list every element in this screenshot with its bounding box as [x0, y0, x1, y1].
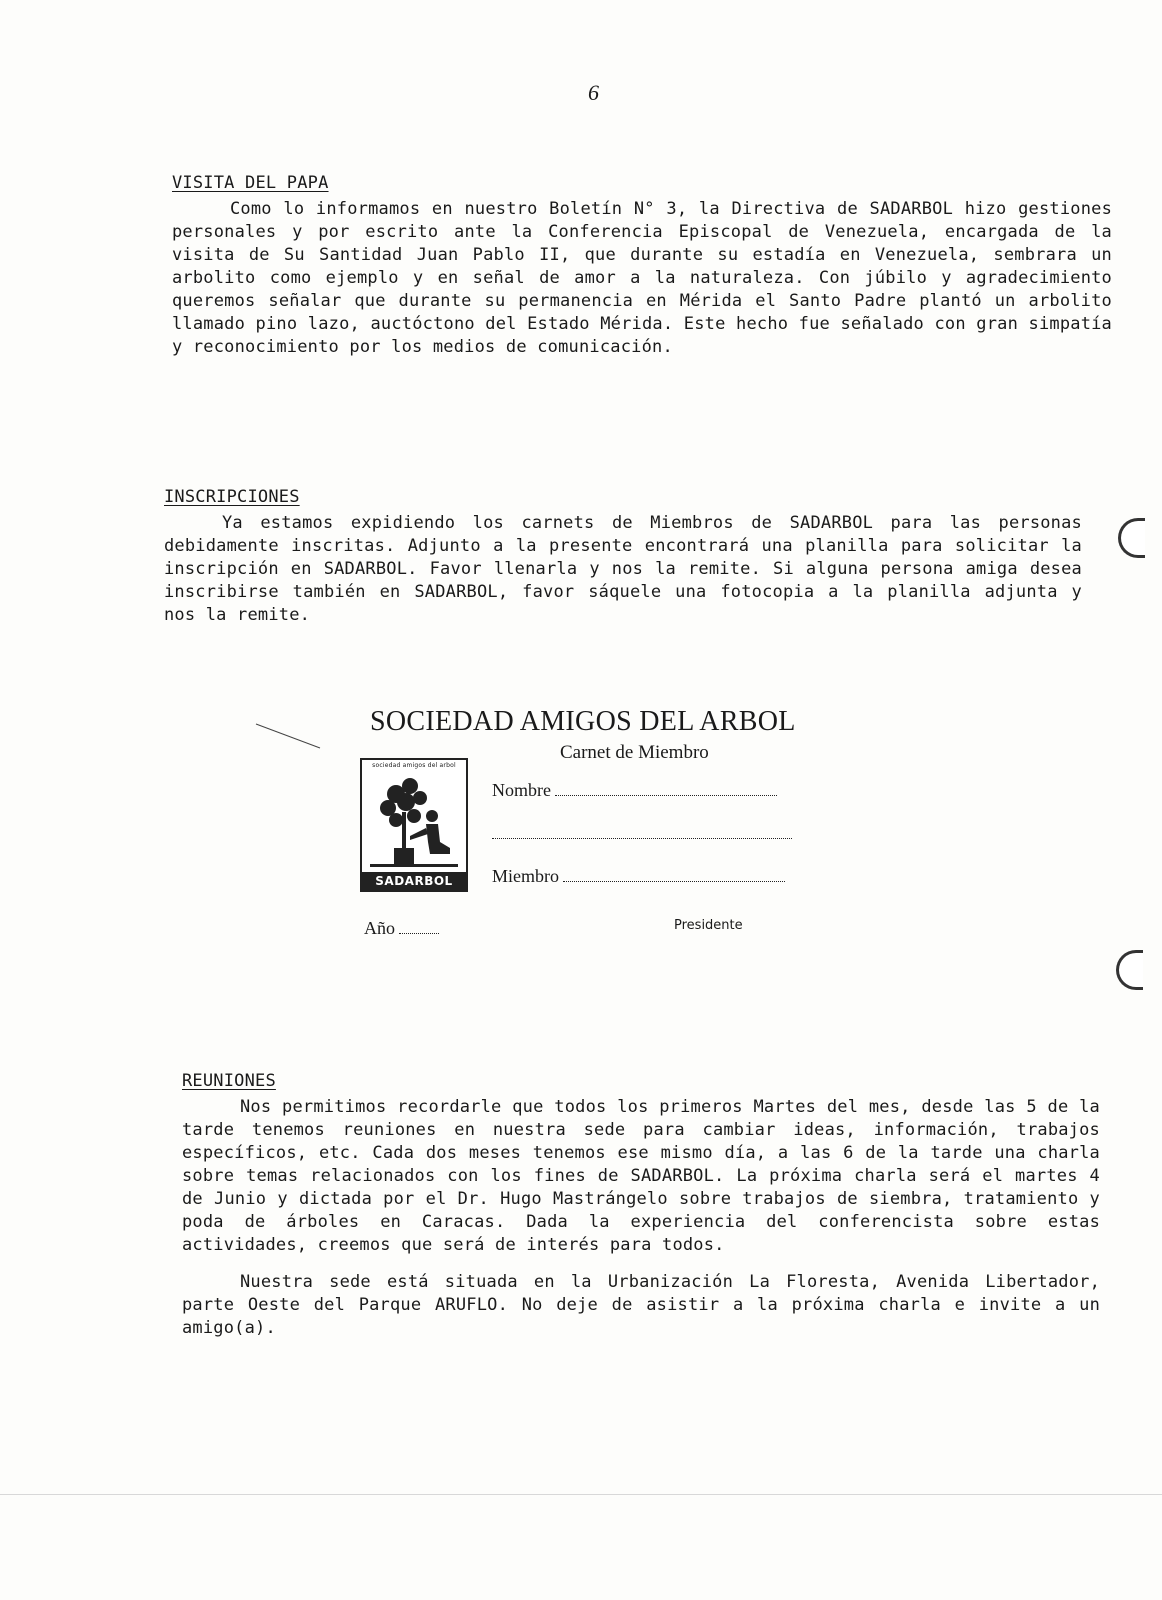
logo-word: SADARBOL: [362, 872, 466, 890]
section-paragraph: Nos permitimos recordarle que todos los primeros Martes del mes, desde las 5 de la tarde tenemos reuniones en nuestra sede para cambiar ideas, información, trabajos específicos, etc. Cada dos meses tenemos ese mismo día, a las 6 de la tarde una charla sobre temas relacionados con los fines de SADARBOL. La próxima charla será el martes 4 de Junio y dictada por el Dr. Hugo Mastrángelo sobre trabajos de siembra, tratamiento y poda de árboles en Caracas. Dada la experiencia del conferencista sobre estas actividades, creemos que será de interés para todos.: [182, 1097, 1100, 1255]
page-edge-rule: [0, 1494, 1162, 1495]
punch-hole: [1118, 518, 1145, 558]
presidente-label: Presidente: [674, 918, 743, 933]
section-reuniones: [182, 1070, 1100, 1340]
section-paragraph: Nuestra sede está situada en la Urbanización La Floresta, Avenida Libertador, parte Oeste del Parque ARUFLO. No deje de asistir a la próxima charla e invite a un amigo(a).: [182, 1272, 1100, 1338]
miembro-field: [492, 866, 785, 887]
ano-label: Año: [364, 918, 395, 938]
punch-hole: [1116, 950, 1143, 990]
section-heading: REUNIONES: [182, 1071, 276, 1091]
section-heading: VISITA DEL PAPA: [172, 173, 329, 193]
card-subtitle: Carnet de Miembro: [560, 742, 709, 763]
blank-line: [492, 838, 792, 839]
pointer-mark: [254, 722, 324, 752]
section-inscripciones: [164, 486, 1082, 627]
sadarbol-logo: [360, 758, 468, 892]
section-paragraph: Ya estamos expidiendo los carnets de Miembros de SADARBOL para las personas debidamente inscritas. Adjunto a la presente encontrará una planilla para solicitar la inscripción en SADARBOL. Favor llenarla y nos la remite. Si alguna persona amiga desea inscribirse también en SADARBOL, favor sáquele una fotocopia a la planilla adjunta y nos la remite.: [164, 513, 1082, 625]
nombre-field: [492, 780, 777, 801]
membership-card: [360, 702, 820, 962]
ano-line: [399, 933, 439, 934]
ano-field: [364, 918, 439, 939]
nombre-label: Nombre: [492, 780, 551, 800]
nombre-line: [555, 795, 777, 796]
tree-planter-icon: [366, 772, 462, 870]
logo-caption: sociedad amigos del arbol: [372, 762, 456, 769]
card-title: SOCIEDAD AMIGOS DEL ARBOL: [370, 706, 796, 737]
section-visita-del-papa: [172, 172, 1112, 359]
miembro-label: Miembro: [492, 866, 559, 886]
page-number: 6: [588, 80, 599, 105]
section-heading: INSCRIPCIONES: [164, 487, 300, 507]
section-paragraph: Como lo informamos en nuestro Boletín N° 3, la Directiva de SADARBOL hizo gestiones personales y por escrito ante la Conferencia Episcopal de Venezuela, encargada de la visita de Su Santidad Juan Pablo II, que durante su estadía en Venezuela, sembrara un arbolito como ejemplo y en señal de amor a la naturaleza. Con júbilo y agradecimiento queremos señalar que durante su permanencia en Mérida el Santo Padre plantó un arbolito llamado pino lazo, auctóctono del Estado Mérida. Este hecho fue señalado con gran simpatía y reconocimiento por los medios de comunicación.: [172, 199, 1112, 357]
miembro-line: [563, 881, 785, 882]
